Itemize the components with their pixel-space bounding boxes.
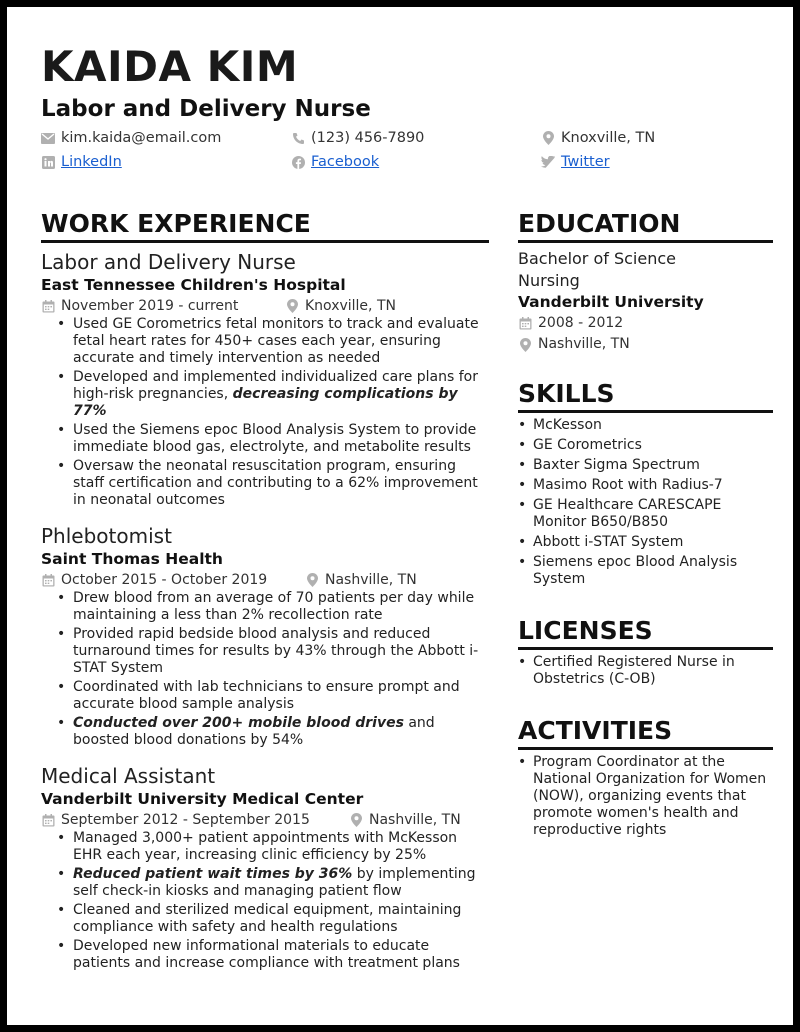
list-item: • Coordinated with lab technicians to ensure prompt and accurate blood sample analysis	[55, 679, 489, 713]
contact-facebook	[291, 153, 541, 171]
list-item: • Conducted over 200+ mobile blood drives and boosted blood donations by 54%	[55, 715, 489, 749]
job-title: Medical Assistant	[41, 764, 216, 788]
skills-section	[518, 379, 773, 588]
activities-section	[518, 716, 773, 839]
education-location	[518, 334, 773, 355]
job-meta	[41, 810, 489, 830]
envelope-icon	[41, 131, 55, 145]
work-experience-heading: WORK EXPERIENCE	[41, 209, 489, 243]
licenses-heading: LICENSES	[518, 616, 773, 650]
list-item: • McKesson	[518, 417, 773, 434]
map-pin-icon	[541, 131, 555, 145]
candidate-name: KAIDA KIM	[41, 42, 299, 91]
contact-info	[41, 129, 776, 171]
calendar-icon	[518, 317, 532, 331]
list-item: • Cleaned and sterilized medical equipment, maintaining compliance with safety and health regulations	[55, 902, 489, 936]
licenses-section	[518, 616, 773, 688]
activities-heading: ACTIVITIES	[518, 716, 773, 750]
list-item: • Oversaw the neonatal resuscitation program, ensuring staff certification and contributing to a 62% improvement in neonatal outcomes	[55, 458, 489, 509]
facebook-link[interactable]: Facebook	[311, 154, 380, 170]
job-bullets	[55, 316, 489, 509]
list-item: • Masimo Root with Radius-7	[518, 477, 773, 494]
right-column	[518, 209, 773, 842]
job-title: Phlebotomist	[41, 524, 172, 548]
calendar-icon	[41, 813, 55, 827]
contact-phone	[291, 129, 541, 147]
education-entry	[518, 248, 773, 355]
list-item: • Developed new informational materials to educate patients and increase compliance with treatment plans	[55, 938, 489, 972]
licenses-list	[518, 654, 773, 688]
list-item: • GE Corometrics	[518, 437, 773, 454]
job-meta	[41, 296, 489, 316]
degree: Bachelor of Science	[518, 249, 676, 268]
map-pin-icon	[305, 573, 319, 587]
job-entry	[41, 523, 489, 749]
emphasis-text: Reduced patient wait times by 36%	[73, 866, 353, 882]
candidate-role: Labor and Delivery Nurse	[41, 96, 371, 122]
resume	[41, 42, 776, 971]
list-item: • Managed 3,000+ patient appointments with McKesson EHR each year, increasing clinic efficiency by 25%	[55, 830, 489, 864]
email-text: kim.kaida@email.com	[61, 130, 222, 146]
job-dates-text: October 2015 - October 2019	[61, 572, 268, 588]
phone-icon	[291, 131, 305, 145]
education-dates-text: 2008 - 2012	[538, 315, 624, 331]
list-item: • Developed and implemented individualized care plans for high-risk pregnancies, decreasing complications by 77%	[55, 369, 489, 420]
job-location-text: Knoxville, TN	[305, 298, 396, 314]
list-item: • Certified Registered Nurse in Obstetrics (C-OB)	[518, 654, 773, 688]
left-column	[41, 209, 489, 974]
list-item: • Program Coordinator at the National Organization for Women (NOW), organizing events that promote women's health and reproductive rights	[518, 754, 773, 839]
phone-text: (123) 456-7890	[311, 130, 425, 146]
job-meta	[41, 570, 489, 590]
job-dates	[41, 570, 305, 590]
list-item: • Drew blood from an average of 70 patients per day while maintaining a less than 2% recollection rate	[55, 590, 489, 624]
contact-linkedin	[41, 153, 291, 171]
education-dates	[518, 313, 773, 334]
list-item: • Siemens epoc Blood Analysis System	[518, 554, 773, 588]
list-item: • Abbott i-STAT System	[518, 534, 773, 551]
list-item: • GE Healthcare CARESCAPE Monitor B650/B850	[518, 497, 773, 531]
job-title: Labor and Delivery Nurse	[41, 250, 296, 274]
job-location	[285, 296, 396, 316]
linkedin-icon	[41, 155, 55, 169]
job-dates-text: November 2019 - current	[61, 298, 239, 314]
list-item: • Baxter Sigma Spectrum	[518, 457, 773, 474]
list-item: • Reduced patient wait times by 36% by implementing self check-in kiosks and managing patient flow	[55, 866, 489, 900]
linkedin-link[interactable]: LinkedIn	[61, 154, 122, 170]
job-location-text: Nashville, TN	[369, 812, 461, 828]
skills-heading: SKILLS	[518, 379, 773, 413]
twitter-link[interactable]: Twitter	[561, 154, 610, 170]
job-organization: East Tennessee Children's Hospital	[41, 276, 346, 294]
list-item: • Used the Siemens epoc Blood Analysis System to provide immediate blood gas, electrolyte, and metabolite results	[55, 422, 489, 456]
activities-list	[518, 754, 773, 839]
job-entry	[41, 249, 489, 509]
emphasis-text: decreasing complications by 77%	[73, 386, 458, 419]
facebook-icon	[291, 155, 305, 169]
list-item: • Used GE Corometrics fetal monitors to track and evaluate fetal heart rates for 450+ cases each year, ensuring accurate and timely intervention as needed	[55, 316, 489, 367]
location-text: Knoxville, TN	[561, 130, 656, 146]
job-bullets	[55, 830, 489, 972]
contact-location	[541, 129, 776, 147]
job-dates-text: September 2012 - September 2015	[61, 812, 310, 828]
job-dates	[41, 810, 349, 830]
calendar-icon	[41, 573, 55, 587]
map-pin-icon	[518, 338, 532, 352]
contact-email	[41, 129, 291, 147]
skills-list	[518, 417, 773, 588]
job-entry	[41, 763, 489, 972]
job-bullets	[55, 590, 489, 749]
twitter-icon	[541, 155, 555, 169]
job-location	[349, 810, 461, 830]
job-dates	[41, 296, 285, 316]
calendar-icon	[41, 299, 55, 313]
degree-field: Nursing	[518, 271, 580, 290]
school-name: Vanderbilt University	[518, 293, 704, 311]
list-item: • Provided rapid bedside blood analysis and reduced turnaround times for results by 43% through the Abbott i-STAT System	[55, 626, 489, 677]
education-heading: EDUCATION	[518, 209, 773, 243]
job-organization: Saint Thomas Health	[41, 550, 223, 568]
education-location-text: Nashville, TN	[538, 336, 630, 352]
map-pin-icon	[285, 299, 299, 313]
job-location-text: Nashville, TN	[325, 572, 417, 588]
job-organization: Vanderbilt University Medical Center	[41, 790, 364, 808]
job-location	[305, 570, 417, 590]
emphasis-text: Conducted over 200+ mobile blood drives	[73, 715, 404, 731]
contact-twitter	[541, 153, 776, 171]
map-pin-icon	[349, 813, 363, 827]
